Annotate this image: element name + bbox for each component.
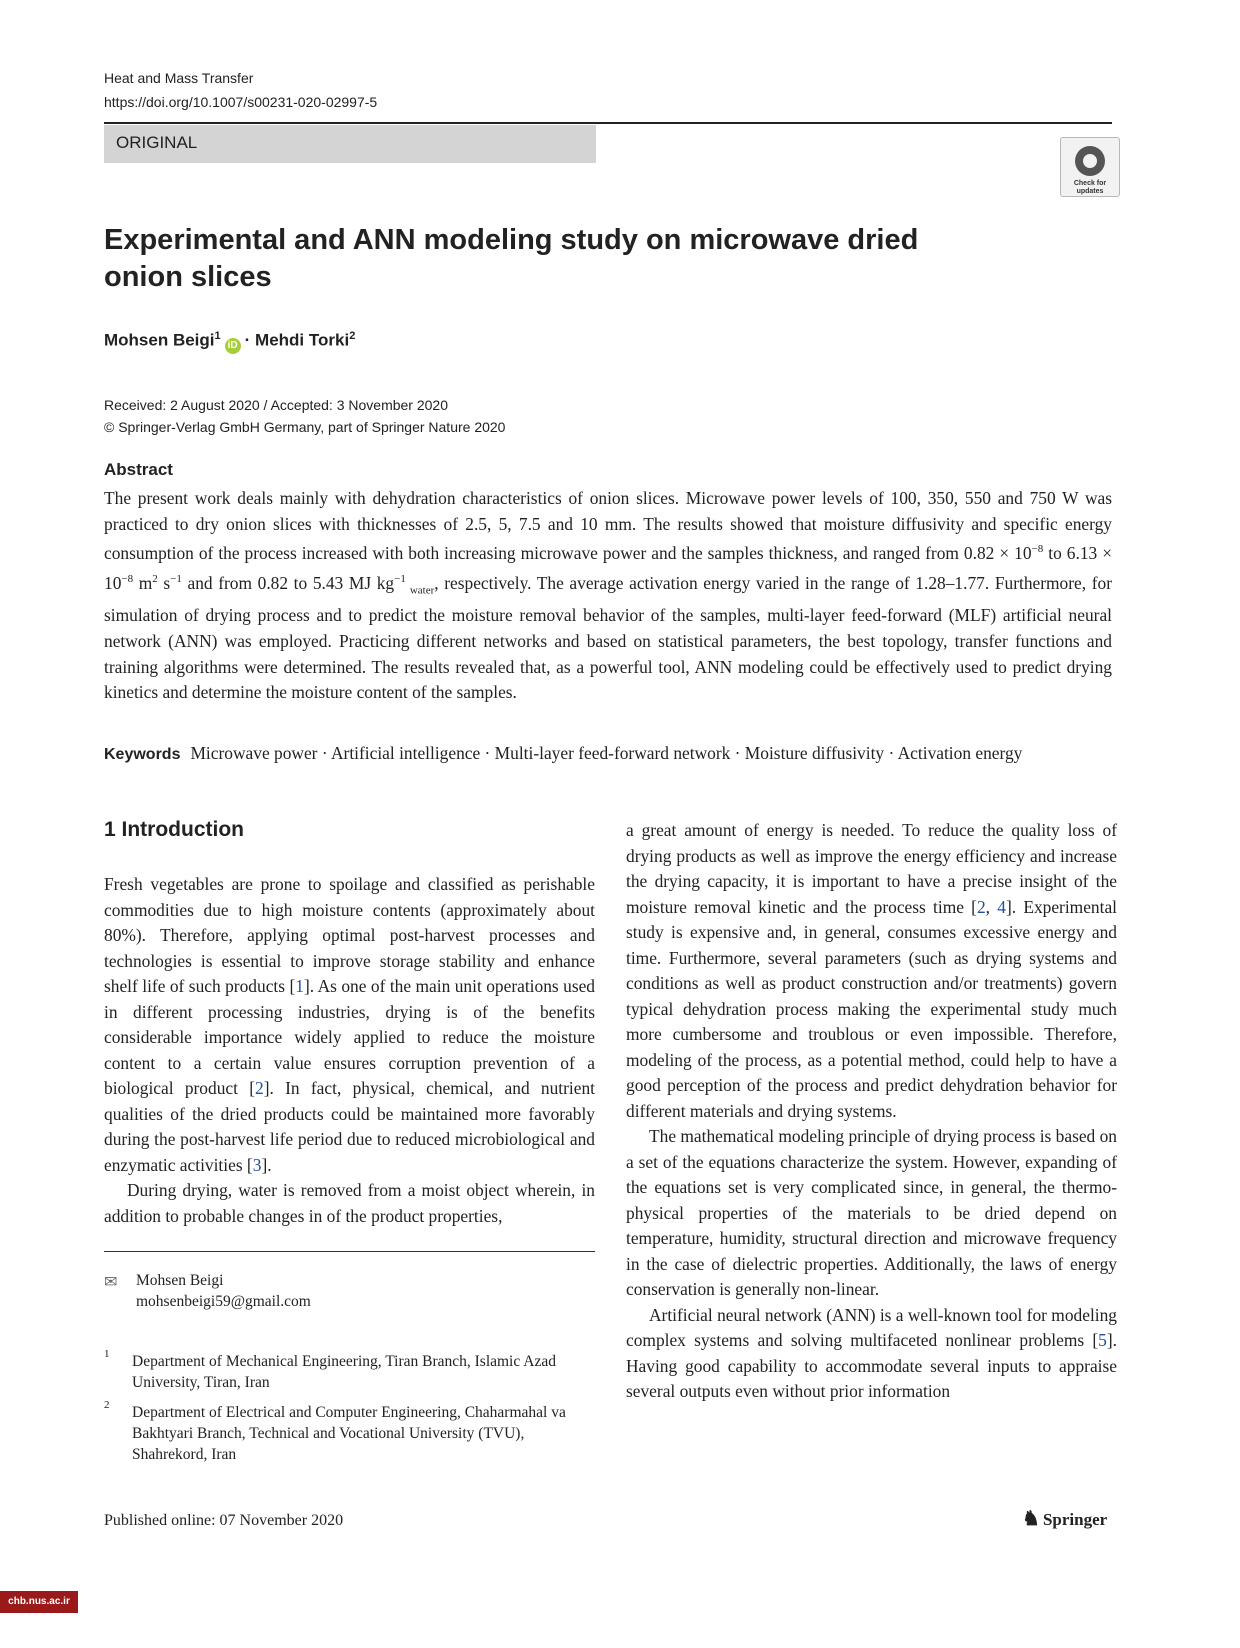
paragraph-text: ]. Having good capability to accommodate several inputs to appraise several outputs even without prior information (626, 1330, 1117, 1401)
abstract-text-part: and from 0.82 to 5.43 MJ kg (181, 572, 395, 593)
citation-link[interactable]: 3 (252, 1154, 262, 1175)
publisher-name: Springer (1042, 1510, 1108, 1529)
abstract-text-part: to 6.13 × 10 (104, 542, 1113, 593)
affiliation-1: Department of Mechanical Engineering, Tiran Branch, Islamic Azad University, Tiran, Iran (132, 1353, 556, 1391)
exponent: −8 (121, 572, 134, 585)
abstract-text-part: , respectively. The average activation energy varied in the range of 1.28–1.77. Furthermore, for simulation of drying process and to predict the moisture removal behavior of the samples, multi-layer feed-forward (MLF) artificial neural network (ANN) was employed. Practicing different networks and based on statistical parameters, the best topology, transfer functions and training algorithms were determined. The results revealed that, as a powerful tool, ANN modeling could be effectively used to predict drying kinetics and determine the moisture content of the samples. (104, 572, 1112, 703)
exponent: 2 (152, 572, 158, 585)
title-line-1: Experimental and ANN modeling study on microwave dried (104, 224, 919, 256)
citation-separator: , (985, 896, 998, 917)
site-watermark: chb.nus.ac.ir (0, 1591, 78, 1613)
title-line-2: onion slices (104, 261, 272, 293)
citation-link[interactable]: 5 (1098, 1330, 1107, 1350)
keywords-label: Keywords (104, 746, 181, 763)
citation-link[interactable]: 4 (997, 896, 1006, 917)
paragraph-text: ]. As one of the main unit operations used in different processing industries, drying is of the benefits considerable importance widely applied to reduce the moisture content to a certain value ensures corruption prevention of a biological product [ (104, 976, 595, 1098)
citation-link[interactable]: 2 (255, 1078, 264, 1098)
paragraph-text: ]. In fact, physical, chemical, and nutrient qualities of the dried products could be maintained more favorably during the post-harvest life period due to reduced microbiological and enzymatic activities [ (104, 1078, 596, 1175)
affiliation-mark: 2 (349, 330, 356, 342)
paper-title (104, 222, 964, 296)
springer-horse-icon: ♞ (1022, 1508, 1040, 1530)
footnote-mark: 2 (104, 1399, 110, 1411)
copyright: © Springer-Verlag GmbH Germany, part of Springer Nature 2020 (104, 419, 506, 435)
check-for-updates-badge[interactable] (1060, 137, 1120, 197)
header-rule (104, 122, 1112, 124)
keywords-list: Microwave power · Artificial intelligence · Multi-layer feed-forward network · Moisture diffusivity · Activation energy (190, 743, 1023, 763)
author-name[interactable]: Mehdi Torki (255, 330, 350, 350)
crossmark-icon (1075, 146, 1105, 176)
exponent: −1 (394, 572, 406, 585)
author-separator: · (244, 330, 251, 350)
citation-link[interactable]: 1 (295, 976, 304, 996)
corresponding-email[interactable]: mohsenbeigi59@gmail.com (136, 1293, 311, 1310)
abstract-text-part: s (157, 572, 171, 593)
paragraph-text: a great amount of energy is needed. To reduce the quality loss of drying products as well as improve the energy efficiency and increase the drying capacity, it is important to have a precise insight of the moisture removal kinetic and the process time [ (626, 820, 1117, 917)
corresponding-name: Mohsen Beigi (136, 1272, 224, 1289)
affiliation-2: Department of Electrical and Computer Engineering, Chaharmahal va Bakhtyari Branch, Technical and Vocational University (TVU), Shahrekord, Iran (132, 1404, 566, 1463)
publisher-logo (1022, 1506, 1107, 1531)
paragraph-text: Fresh vegetables are prone to spoilage and classified as perishable commodities due to high moisture contents (approximately about 80%). Therefore, applying optimal post-harvest processes and technologies is essential to improve storage stability and enhance shelf life of such products [ (104, 874, 595, 996)
body-column-right (626, 818, 1117, 1405)
paragraph (626, 1303, 1117, 1405)
paragraph-text: Artificial neural network (ANN) is a well-known tool for modeling complex systems and solving multifaceted nonlinear problems [ (626, 1304, 1117, 1350)
citation-link[interactable]: 2 (976, 896, 986, 917)
author-name[interactable]: Mohsen Beigi (104, 330, 215, 350)
abstract-text (104, 486, 1112, 706)
author-list (104, 330, 355, 354)
journal-name: Heat and Mass Transfer (104, 70, 254, 86)
envelope-icon: ✉ (104, 1274, 118, 1291)
exponent: −1 (170, 572, 182, 585)
section-heading-introduction: 1 Introduction (104, 818, 244, 841)
abstract-text-part: m (133, 572, 153, 593)
footnote-rule (104, 1251, 595, 1252)
paragraph-text: ]. Experimental study is expensive and, in general, consumes excessive energy and time. Furthermore, several parameters (such as drying systems and conditions as well as product construction and/or treatments) govern typical dehydration process making the experimental study much more cumbersome and troublous or even impossible. Therefore, modeling of the process, as a potential method, could help to have a good perception of the process and predict dehydration behavior for different materials and drying systems. (626, 896, 1117, 1121)
abstract-text-part: The present work deals mainly with dehydration characteristics of onion slices. Microwave power levels of 100, 350, 550 and 750 W was practiced to dry onion slices with thicknesses of 2.5, 5, 7.5 and 10 mm. The results showed that moisture diffusivity and specific energy consumption of the process increased with both increasing microwave power and the samples thickness, and ranged from 0.82 × 10 (104, 488, 1112, 563)
paragraph (626, 818, 1117, 1124)
keywords (104, 741, 1112, 767)
published-online: Published online: 07 November 2020 (104, 1512, 344, 1529)
affiliation-mark: 1 (214, 330, 221, 342)
received-accepted: Received: 2 August 2020 / Accepted: 3 November 2020 (104, 397, 449, 413)
abstract-heading: Abstract (104, 460, 173, 479)
footnote-mark: 1 (104, 1348, 110, 1360)
section-label: ORIGINAL (116, 133, 198, 152)
paragraph: The mathematical modeling principle of drying process is based on a set of the equations characterize the system. However, expanding of the equations set is very complicated since, in general, the thermo-physical properties of the materials to be dried depend on temperature, humidity, structural direction and microwave frequency in the case of dielectric properties. Additionally, the laws of energy conservation is generally non-linear. (626, 1126, 1117, 1299)
subscript: water (405, 583, 435, 596)
corresponding-author (136, 1270, 311, 1312)
body-column-left (104, 872, 595, 1229)
orcid-icon[interactable]: iD (225, 338, 241, 354)
article-dates (104, 394, 505, 438)
journal-header (104, 66, 377, 114)
exponent: −8 (1031, 543, 1044, 556)
paragraph: During drying, water is removed from a moist object wherein, in addition to probable changes in of the product properties, (104, 1180, 595, 1226)
badge-text: Check for updates (1073, 180, 1107, 195)
paragraph (104, 872, 595, 1178)
doi-link[interactable]: https://doi.org/10.1007/s00231-020-02997-5 (104, 94, 378, 110)
paragraph-text: ]. (261, 1154, 272, 1175)
